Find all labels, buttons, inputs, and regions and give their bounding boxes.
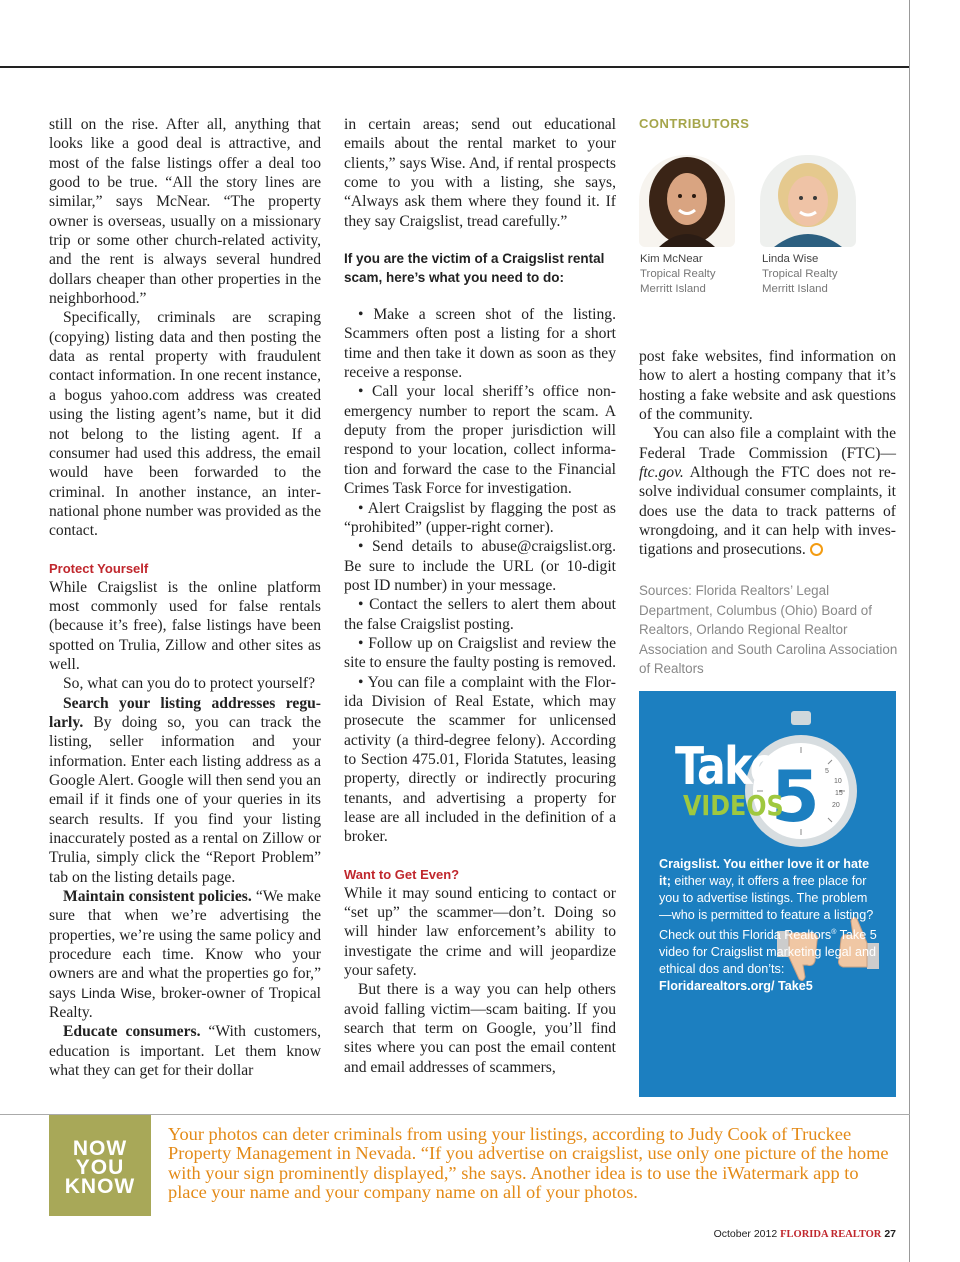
- bullet-item: • Alert Craigslist by flagging the post as “prohibited” (upper-right corner).: [344, 499, 616, 536]
- take5-promo-box[interactable]: [639, 691, 896, 1097]
- section-heading-protect-yourself: Protect Yourself: [49, 560, 149, 576]
- article-column-1: [49, 115, 321, 1081]
- take5-title: Take: [675, 737, 777, 797]
- issue-date: October 2012: [713, 1228, 778, 1240]
- bullet-item: • Make a screen shot of the listing. Scammers often post a listing for a short time and then take it down as soon as they receive a response.: [344, 306, 616, 382]
- paragraph: post fake websites, find information on how to alert a hosting company that it’s hosting a fake website and ask questions of the community.: [639, 348, 896, 424]
- contributor-photo-kim-mcnear: [639, 155, 735, 247]
- section-heading-want-to-get-even: Want to Get Even?: [344, 866, 460, 882]
- page-number: 27: [884, 1228, 896, 1240]
- article-column-3: [639, 347, 896, 560]
- bold-lead-in: Educate consumers.: [63, 1023, 201, 1041]
- dial-label: 15: [835, 790, 843, 797]
- contributor-name-inline: Linda Wise: [81, 984, 152, 1001]
- take5-number: 5: [771, 756, 820, 838]
- magazine-name: FLORIDA REALTOR: [780, 1229, 882, 1240]
- contributor-photo-linda-wise: [760, 155, 856, 247]
- article-column-2: [344, 115, 616, 1077]
- now-you-know-text: Your photos can deter criminals from using your listings, according to Judy Cook of Truckee Property Management in Nevada. “If you advertise on craigslist, use only one picture of the home with your sign prominently displayed,” she says. Another idea is to use the iWatermark app to place your name and your company name on all of your photos.: [168, 1124, 889, 1202]
- take5-description: Craigslist. You either love it or hate it; either way, it offers a free place for you to advertise listings. The problem—who is permitted to feature a listing? Check out this Florida Realtors® Take 5 video for Craigslist marketing legal and ethical dos and don’ts: Floridarealtors.org/ Take5: [659, 857, 877, 994]
- page-footer: [714, 1228, 896, 1240]
- ftc-link[interactable]: ftc.gov.: [639, 464, 684, 482]
- paragraph: Search your listing addresses regularly. By doing so, you can track the listing, seller information and your information. Enter each listing address as a Google Alert. Google will then send you an email if it finds one of your queries in its search results. If you find your listing inaccurately posted as a rental on Zillow or Trulia, simply click the “Report Problem” tab on the listing details page.: [49, 694, 321, 886]
- paragraph: Specifically, criminals are scraping (copying) listing data and then posting the data as rental property with fraudulent contact information. In one recent instance, a bogus yahoo.com address was created using the listing agent’s name, but it did not belong to the listing agent. If a consumer had used this address, the email would have been forwarded to the criminal. In another instance, an international phone number was provided as the contact.: [49, 309, 321, 540]
- paragraph: still on the rise. After all, anything that looks like a good deal is attractive, and most of the false listings offer a deal too good to be true. “All the story lines are similar,” says McNear. “The property owner is overseas, usually on a missionary trip or some other church-related activity, and the rent is always several hundred dollars cheaper than other properties in the neighborhood.”: [49, 116, 321, 308]
- bullet-item: • Send details to abuse@craigslist.org. Be sure to include the URL (or 10-digit post ID number) in your message.: [344, 538, 616, 594]
- paragraph: But there is a way you can help others avoid falling victim—scam baiting. If you search that term on Google, you’ll find sites where you can post the email content and email addresses of scammers,: [344, 981, 616, 1076]
- page-edge-rule: [909, 0, 910, 1262]
- take5-subtitle: VIDEOS: [683, 789, 784, 822]
- contributor-caption: Kim McNear Tropical Realty Merritt Island: [640, 253, 716, 295]
- header-rule: [0, 66, 910, 68]
- paragraph: Educate consumers. “With customers, education is important. Let them know what they can get for their dollar: [49, 1023, 321, 1080]
- bold-lead-in: Maintain consistent policies.: [63, 888, 252, 906]
- now-you-know-badge: NOW YOU KNOW: [49, 1115, 151, 1216]
- bullet-item: • You can file a complaint with the Florida Division of Real Estate, which may prosecute the scammer for unlicensed activity (a third-degree felony). According to Section 475.01, Florida Statutes, leasing property, directly or indirectly procuring tenants, and advertising a property for lease are all included in the definition of a broker.: [344, 673, 616, 846]
- paragraph: You can also file a complaint with the Federal Trade Commission (FTC)—ftc.gov. Although the FTC does not resolve individual consumer complaints, it does use the data to track patterns of wrongdoing, and it can help with investigations and prosecutions.: [639, 425, 896, 559]
- paragraph: So, what can you do to protect yourself?: [63, 675, 316, 693]
- sources-note: Sources: Florida Realtors’ Legal Department, Columbus (Ohio) Board of Realtors, Orlando Regional Realtor Association and South Carolina Association of Realtors: [639, 583, 898, 676]
- checklist-lead: If you are the victim of a Craigslist rental scam, here’s what you need to do:: [344, 251, 605, 286]
- dial-label: 5: [825, 768, 829, 775]
- contributors-title: CONTRIBUTORS: [639, 116, 750, 131]
- bullet-item: • Contact the sellers to alert them about the false Craigslist posting.: [344, 596, 616, 633]
- contributor-caption: Linda Wise Tropical Realty Merritt Island: [762, 253, 838, 295]
- end-of-article-icon: [810, 543, 823, 556]
- bullet-item: • Call your local sheriff’s office nonemergency number to report the scam. A deputy from the proper jurisdiction will respond to your location, collect information and forward the case to the Financial Crimes Task Force for investigation.: [344, 383, 616, 498]
- paragraph: While Craigslist is the online platform most commonly used for false rentals (because it’s free), false listings have been spotted on Trulia, Zillow and other sites as well.: [49, 578, 321, 673]
- paragraph: While it may sound enticing to contact or “set up” the scammer—don’t. Doing so will hinder law enforcement’s ability to investigate the crime and will jeopardize your safety.: [344, 884, 616, 980]
- take5-link[interactable]: Floridarealtors.org/ Take5: [659, 979, 813, 994]
- dial-label: 10: [834, 778, 842, 785]
- dial-label: 20: [832, 802, 840, 809]
- paragraph: in certain areas; send out educational emails about the rental market to your clients,” says Wise. And, if rental prospects come to you with a listing, she says, “Always ask them where they found it. If they say Craigslist, tread carefully.”: [344, 116, 616, 230]
- bold-lead-in: Search your listing addresses regularly.: [49, 694, 321, 731]
- paragraph: Maintain consistent policies. “We make sure that when we’re advertising the properties, we’re using the same policy and procedure each time. Know who your owners are and what the properties go for,” says Linda Wise, broker-owner of Tropical Realty.: [49, 888, 321, 1022]
- bullet-item: • Follow up on Craigslist and review the site to ensure the faulty posting is removed.: [344, 634, 616, 672]
